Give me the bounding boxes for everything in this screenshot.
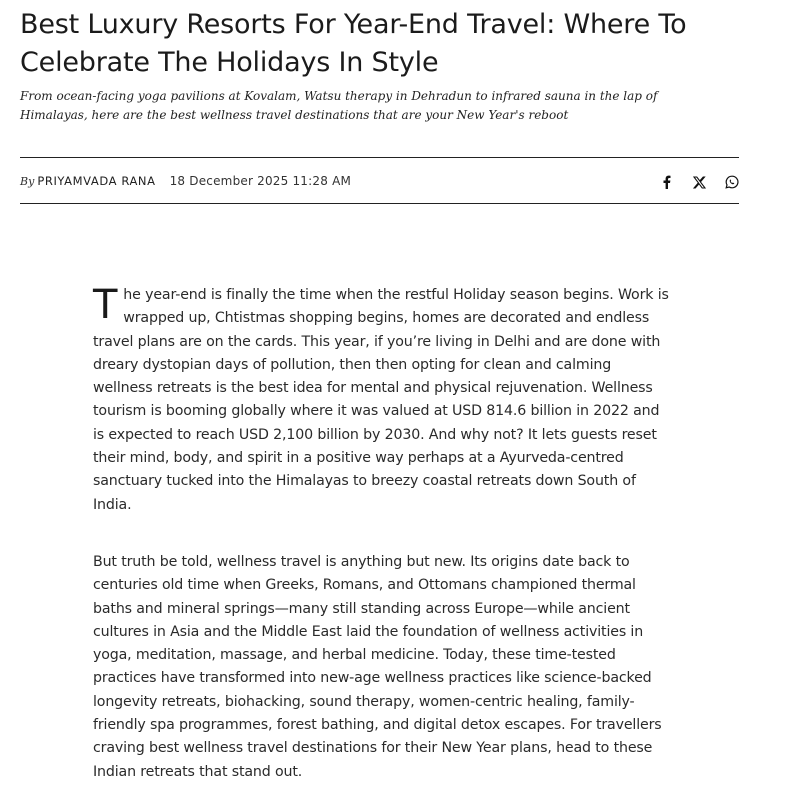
byline-prefix: By — [20, 174, 35, 188]
publish-date: 18 December 2025 11:28 AM — [169, 174, 352, 188]
author-link[interactable]: PRIYAMVADA RANA — [37, 174, 156, 188]
drop-cap: T — [93, 282, 118, 328]
divider-top — [20, 157, 739, 158]
whatsapp-icon[interactable] — [722, 173, 742, 191]
x-icon[interactable] — [689, 173, 709, 191]
article-headline: Best Luxury Resorts For Year-End Travel: Where To Celebrate The Holidays In Style — [20, 9, 687, 78]
body-paragraph-1 — [93, 284, 671, 517]
facebook-icon[interactable] — [656, 173, 676, 191]
share-bar — [656, 173, 742, 191]
article-dek: From ocean-facing yoga pavilions at Kovalam, Watsu therapy in Dehradun to infrared sauna in the lap of Himalayas, here are the best wellness travel destinations that are your New Year's reboot — [20, 89, 658, 122]
body-paragraph-1-text: he year-end is finally the time when the restful Holiday season begins. Work is wrapped up, Chtistmas shopping begins, homes are decorated and endless travel plans are on the cards. This year, if you’re living in Delhi and are done with dreary dystopian days of pollution, then then opting for clean and calming wellness retreats is the best idea for mental and physical rejuvenation. Wellness tourism is booming globally where it was valued at USD 814.6 billion in 2022 and is expected to reach USD 2,100 billion by 2030. And why not? It lets guests reset their mind, body, and spirit in a positive way perhaps at a Ayurveda-centred sanctuary tucked into the Himalayas to breezy coastal retreats down South of India. — [93, 287, 669, 513]
byline — [20, 172, 351, 190]
body-paragraph-2: But truth be told, wellness travel is anything but new. Its origins date back to centuries old time when Greeks, Romans, and Ottomans championed thermal baths and mineral springs—many still standing across Europe—while ancient cultures in Asia and the Middle East laid the foundation of wellness activities in yoga, meditation, massage, and herbal medicine. Today, these time-tested practices have transformed into new-age wellness practices like science-backed longevity retreats, biohacking, sound therapy, women-centric healing, family-friendly spa programmes, forest bathing, and digital detox escapes. For travellers craving best wellness travel destinations for their New Year plans, head to these Indian retreats that stand out. — [93, 554, 662, 780]
divider-bottom — [20, 203, 739, 204]
